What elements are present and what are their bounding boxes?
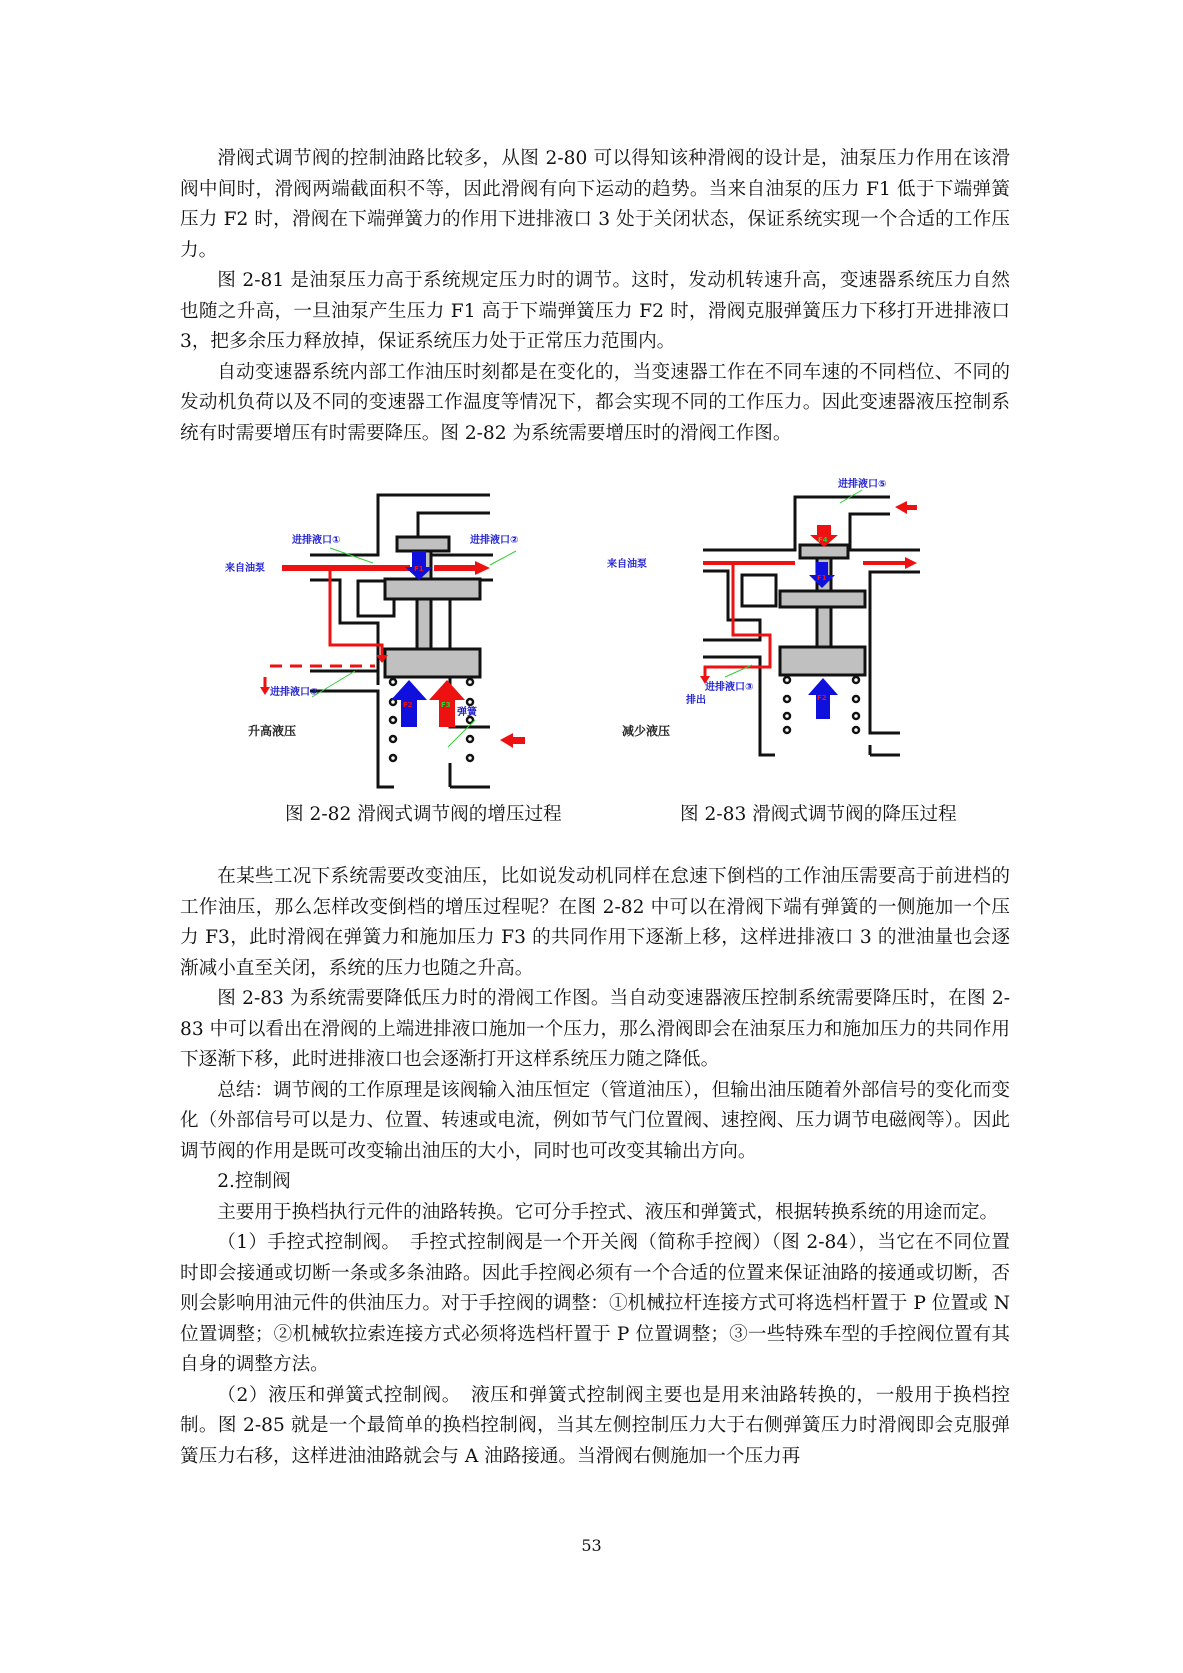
pressure-arrow-in	[500, 733, 525, 748]
section-heading: 2.控制阀	[217, 1171, 291, 1192]
label-spring: 弹簧	[457, 707, 477, 718]
label-port-3: 进排液口③	[705, 682, 754, 693]
svg-text:F4: F4	[818, 536, 828, 544]
figure-2-83	[607, 470, 980, 795]
text-block-bottom	[180, 862, 1010, 1472]
figure-2-82	[225, 495, 570, 795]
spool-valve	[385, 537, 480, 677]
svg-text:F1: F1	[414, 565, 424, 573]
page-number: 53	[581, 1536, 602, 1555]
figure-sublabel: 减少液压	[622, 724, 671, 738]
label-port-1: 进排液口①	[292, 535, 341, 546]
label-port-5: 进排液口⑤	[838, 479, 887, 490]
paragraph: 滑阀式调节阀的控制油路比较多，从图 2-80 可以得知该种滑阀的设计是，油泵压力作用在该滑阀中间时，滑阀两端截面积不等，因此滑阀有向下运动的趋势。当来自油泵的压力 F1 低于下端弹簧压力 F2 时，滑阀在下端弹簧力的作用下进排液口 3 处于关闭状态，保证系统实现一个合适的工作压力。	[180, 148, 1010, 261]
svg-text:F1: F1	[817, 574, 827, 582]
paragraph: （2）液压和弹簧式控制阀。 液压和弹簧式控制阀主要也是用来油路转换的，一般用于换档控制。图 2-85 就是一个最简单的换档控制阀，当其左侧控制压力大于右侧弹簧压力时滑阀即会克服弹簧压力右移，这样进油油路就会与 A 油路接通。当滑阀右侧施加一个压力再	[180, 1384, 1010, 1467]
valve-diagram-decrease	[607, 470, 980, 795]
label-port-2: 进排液口②	[470, 535, 519, 546]
label-from-pump: 来自油泵	[607, 559, 647, 570]
figure-sublabel: 升高液压	[248, 724, 297, 738]
paragraph: 图 2-83 为系统需要降低压力时的滑阀工作图。当自动变速器液压控制系统需要降压时，在图 2-83 中可以看出在滑阀的上端进排液口施加一个压力，那么滑阀即会在油泵压力和施加压力的共同作用下逐渐下移，此时进排液口也会逐渐打开这样系统压力随之降低。	[180, 988, 1010, 1070]
paragraph: 自动变速器系统内部工作油压时刻都是在变化的，当变速器工作在不同车速的不同档位、不同的发动机负荷以及不同的变速器工作温度等情况下，都会实现不同的工作压力。因此变速器液压控制系统有时需要增压有时需要降压。图 2-82 为系统需要增压时的滑阀工作图。	[180, 361, 1010, 444]
label-drain: 排出	[686, 695, 706, 706]
figure-caption: 图 2-83 滑阀式调节阀的降压过程	[680, 804, 957, 825]
paragraph: 在某些工况下系统需要改变油压，比如说发动机同样在怠速下倒档的工作油压需要高于前进档的工作油压，那么怎样改变倒档的增压过程呢？在图 2-82 中可以在滑阀下端有弹簧的一侧施加一个压力 F3，此时滑阀在弹簧力和施加压力 F3 的共同作用下逐渐上移，这样进排液口 3 的泄油量也会逐渐减小直至关闭，系统的压力也随之升高。	[180, 866, 1010, 979]
pressure-arrow-in	[895, 501, 917, 514]
figure-caption: 图 2-82 滑阀式调节阀的增压过程	[285, 804, 562, 825]
svg-text:F2: F2	[817, 694, 827, 702]
svg-text:F3: F3	[441, 701, 451, 709]
paragraph: （1）手控式控制阀。 手控式控制阀是一个开关阀（简称手控阀）（图 2-84），当它在不同位置时即会接通或切断一条或多条油路。因此手控阀必须有一个合适的位置来保证油路的接通或切断，否则会影响用油元件的供油压力。对于手控阀的调整：①机械拉杆连接方式可将选档杆置于 P 位置或 N 位置调整；②机械软拉索连接方式必须将选档杆置于 P 位置调整；③一些特殊车型的手控阀位置有其自身的调整方法。	[180, 1232, 1010, 1375]
label-from-pump: 来自油泵	[225, 563, 265, 574]
paragraph: 图 2-81 是油泵压力高于系统规定压力时的调节。这时，发动机转速升高，变速器系统压力自然也随之升高，一旦油泵产生压力 F1 高于下端弹簧压力 F2 时，滑阀克服弹簧压力下移打开进排液口 3，把多余压力释放掉，保证系统压力处于正常压力范围内。	[180, 270, 1010, 352]
paragraph: 总结：调节阀的工作原理是该阀输入油压恒定（管道油压），但输出油压随着外部信号的变化而变化（外部信号可以是力、位置、转速或电流，例如节气门位置阀、速控阀、压力调节电磁阀等）。因此调节阀的作用是既可改变输出油压的大小，同时也可改变其输出方向。	[180, 1079, 1010, 1162]
valve-diagram-increase	[225, 495, 570, 795]
text-block-top	[180, 144, 1010, 449]
paragraph: 主要用于换档执行元件的油路转换。它可分手控式、液压和弹簧式，根据转换系统的用途而定。	[217, 1201, 999, 1223]
force-f3-arrow	[429, 680, 465, 727]
force-f2-arrow	[808, 678, 838, 719]
label-port-3: 进排液口③	[270, 687, 319, 698]
svg-text:F2: F2	[403, 701, 413, 709]
